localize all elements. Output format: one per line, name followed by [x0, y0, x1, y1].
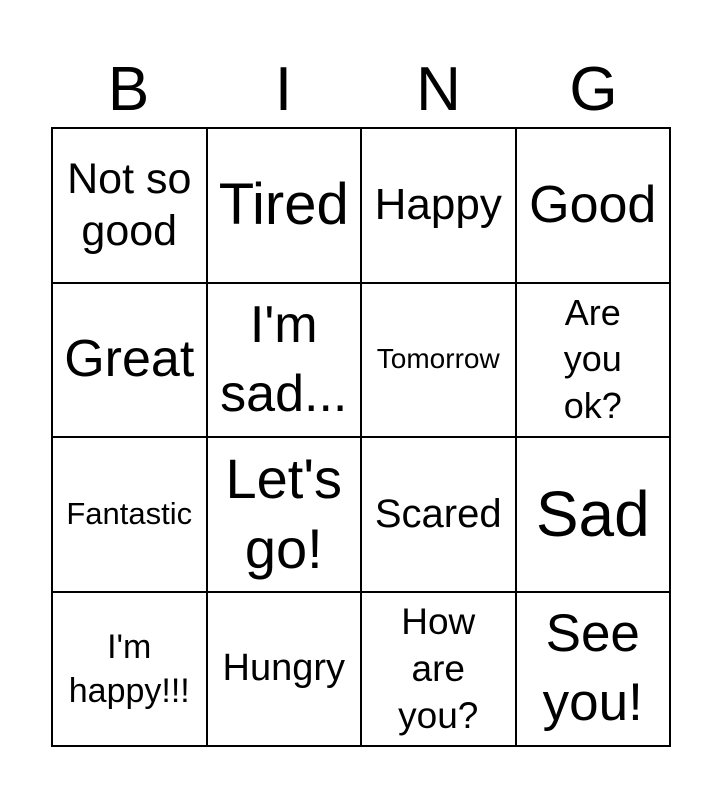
- bingo-cell[interactable]: Are you ok?: [517, 284, 672, 439]
- bingo-cell[interactable]: Happy: [362, 129, 517, 284]
- bingo-cell[interactable]: I'm happy!!!: [53, 593, 208, 748]
- bingo-cell[interactable]: Not so good: [53, 129, 208, 284]
- bingo-cell[interactable]: See you!: [517, 593, 672, 748]
- bingo-cell[interactable]: How are you?: [362, 593, 517, 748]
- bingo-card-grid: [51, 127, 671, 747]
- bingo-cell[interactable]: Hungry: [208, 593, 363, 748]
- bingo-cell[interactable]: Good: [517, 129, 672, 284]
- bingo-cell[interactable]: I'm sad...: [208, 284, 363, 439]
- bingo-cell[interactable]: Scared: [362, 438, 517, 593]
- bingo-header: [51, 52, 671, 128]
- header-letter-g: G: [569, 55, 618, 124]
- bingo-cell[interactable]: Tomorrow: [362, 284, 517, 439]
- header-letter-b: B: [107, 55, 150, 124]
- bingo-cell[interactable]: Tired: [208, 129, 363, 284]
- bingo-cell[interactable]: Great: [53, 284, 208, 439]
- bingo-cell[interactable]: Sad: [517, 438, 672, 593]
- header-letter-n: N: [416, 55, 461, 124]
- bingo-cell[interactable]: Fantastic: [53, 438, 208, 593]
- header-letter-i: I: [274, 55, 293, 124]
- bingo-cell[interactable]: Let's go!: [208, 438, 363, 593]
